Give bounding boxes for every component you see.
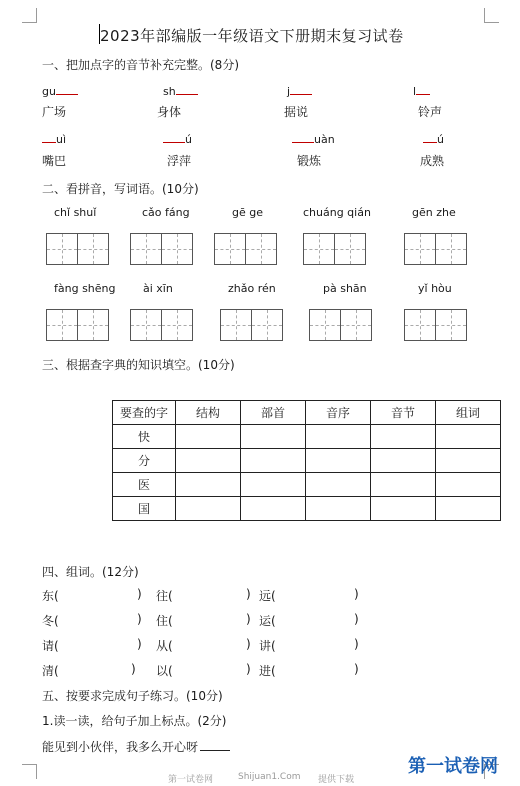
pinyin-item-1: gu xyxy=(42,82,78,98)
answer-blank[interactable] xyxy=(290,82,312,95)
word-5: 嘴巴 xyxy=(42,154,67,168)
word-group-close: ) xyxy=(131,662,136,676)
answer-cell[interactable] xyxy=(306,425,371,449)
word-group-open: 从( xyxy=(156,639,173,653)
word-group-close: ) xyxy=(354,587,359,601)
section-1-heading: 一、把加点字的音节补充完整。(8分) xyxy=(42,58,239,72)
pinyin-item-3: j xyxy=(287,82,312,98)
word-group-close: ) xyxy=(246,637,251,651)
word-group-open: 进( xyxy=(259,664,276,678)
writing-grid[interactable] xyxy=(220,309,283,341)
table-row xyxy=(113,425,501,449)
writing-grid[interactable] xyxy=(404,233,467,265)
pinyin-item-7: uàn xyxy=(292,130,335,146)
pinyin-prompt: yǐ hòu xyxy=(418,282,452,295)
pinyin-item-6: ú xyxy=(163,130,192,146)
answer-blank[interactable] xyxy=(163,130,185,143)
answer-blank[interactable] xyxy=(292,130,314,143)
footer-right: 提供下载 xyxy=(318,775,355,785)
pinyin-item-2: sh xyxy=(163,82,198,98)
writing-grid[interactable] xyxy=(130,233,193,265)
footer-left: 第一试卷网 xyxy=(168,775,214,785)
writing-grid[interactable] xyxy=(309,309,372,341)
answer-cell[interactable] xyxy=(371,425,436,449)
answer-cell[interactable] xyxy=(176,473,241,497)
word-7: 锻炼 xyxy=(297,154,322,168)
answer-blank[interactable] xyxy=(176,82,198,95)
answer-blank[interactable] xyxy=(56,82,78,95)
word-group-close: ) xyxy=(246,587,251,601)
table-header: 音节 xyxy=(371,401,436,425)
section-2-heading: 二、看拼音，写词语。(10分) xyxy=(42,182,199,196)
table-header: 音序 xyxy=(306,401,371,425)
word-group-open: 东( xyxy=(42,589,59,603)
word-group-open: 运( xyxy=(259,614,276,628)
pinyin-prompt: cǎo fáng xyxy=(142,206,190,219)
word-group-close: ) xyxy=(137,612,142,626)
pinyin-item-4: l xyxy=(413,82,430,98)
pinyin-prompt: zhǎo rén xyxy=(228,282,276,295)
pinyin-prompt: fàng shēng xyxy=(54,282,116,295)
word-3: 据说 xyxy=(284,105,309,119)
word-group-close: ) xyxy=(137,587,142,601)
answer-cell[interactable] xyxy=(306,449,371,473)
question-1: 1.读一读，给句子加上标点。(2分) xyxy=(42,714,227,728)
answer-cell[interactable] xyxy=(436,449,501,473)
writing-grid[interactable] xyxy=(130,309,193,341)
answer-cell[interactable] xyxy=(306,473,371,497)
word-2: 身体 xyxy=(157,105,182,119)
section-4-heading: 四、组词。(12分) xyxy=(42,565,139,579)
answer-cell[interactable] xyxy=(371,473,436,497)
writing-grid[interactable] xyxy=(46,309,109,341)
footer-url: Shijuan1.Com xyxy=(238,772,301,782)
word-group-open: 以( xyxy=(156,664,173,678)
word-group-open: 住( xyxy=(156,614,173,628)
section-3-heading: 三、根据查字典的知识填空。(10分) xyxy=(42,358,235,372)
lookup-char: 医 xyxy=(113,473,176,497)
pinyin-prompt: pà shān xyxy=(323,282,367,295)
dictionary-table xyxy=(112,400,501,521)
page-title: 2023年部编版一年级语文下册期末复习试卷 xyxy=(100,27,404,45)
answer-blank[interactable] xyxy=(423,130,437,143)
section-5-heading: 五、按要求完成句子练习。(10分) xyxy=(42,689,223,703)
answer-cell[interactable] xyxy=(241,497,306,521)
word-8: 成熟 xyxy=(420,154,445,168)
table-header: 组词 xyxy=(436,401,501,425)
word-group-close: ) xyxy=(354,612,359,626)
word-group-open: 讲( xyxy=(259,639,276,653)
lookup-char: 国 xyxy=(113,497,176,521)
word-group-open: 冬( xyxy=(42,614,59,628)
table-header: 部首 xyxy=(241,401,306,425)
punctuation-blank[interactable] xyxy=(200,738,230,751)
pinyin-item-8: ú xyxy=(423,130,444,146)
answer-cell[interactable] xyxy=(241,425,306,449)
answer-cell[interactable] xyxy=(436,473,501,497)
answer-cell[interactable] xyxy=(436,425,501,449)
pinyin-prompt: ài xīn xyxy=(143,282,173,295)
answer-blank[interactable] xyxy=(42,130,56,143)
writing-grid[interactable] xyxy=(303,233,366,265)
pinyin-prompt: gēn zhe xyxy=(412,206,456,219)
word-group-open: 往( xyxy=(156,589,173,603)
table-row xyxy=(113,473,501,497)
lookup-char: 分 xyxy=(113,449,176,473)
pinyin-prompt: gē ge xyxy=(232,206,263,219)
pinyin-item-5: uì xyxy=(42,130,66,146)
answer-cell[interactable] xyxy=(176,449,241,473)
table-header-row xyxy=(113,401,501,425)
answer-cell[interactable] xyxy=(306,497,371,521)
word-group-close: ) xyxy=(246,662,251,676)
word-1: 广场 xyxy=(42,105,67,119)
word-group-close: ) xyxy=(354,637,359,651)
answer-cell[interactable] xyxy=(176,425,241,449)
answer-cell[interactable] xyxy=(241,449,306,473)
word-group-close: ) xyxy=(246,612,251,626)
word-group-close: ) xyxy=(354,662,359,676)
corner-mark-top-left xyxy=(22,8,37,23)
corner-mark-bottom-left xyxy=(22,764,37,779)
watermark-brand: 第一试卷网 xyxy=(408,756,498,777)
word-6: 浮萍 xyxy=(167,154,192,168)
word-group-open: 清( xyxy=(42,664,59,678)
word-4: 铃声 xyxy=(418,105,443,119)
writing-grid[interactable] xyxy=(214,233,277,265)
writing-grid[interactable] xyxy=(404,309,467,341)
word-group-open: 远( xyxy=(259,589,276,603)
writing-grid[interactable] xyxy=(46,233,109,265)
answer-cell[interactable] xyxy=(371,497,436,521)
answer-cell[interactable] xyxy=(371,449,436,473)
table-header: 要查的字 xyxy=(113,401,176,425)
word-group-open: 请( xyxy=(42,639,59,653)
answer-cell[interactable] xyxy=(176,497,241,521)
corner-mark-top-right xyxy=(484,8,499,23)
answer-cell[interactable] xyxy=(241,473,306,497)
table-row xyxy=(113,497,501,521)
table-row xyxy=(113,449,501,473)
word-group-close: ) xyxy=(137,637,142,651)
answer-cell[interactable] xyxy=(436,497,501,521)
answer-blank[interactable] xyxy=(416,82,430,95)
lookup-char: 快 xyxy=(113,425,176,449)
pinyin-prompt: chǐ shuǐ xyxy=(54,206,97,219)
pinyin-prompt: chuáng qián xyxy=(303,206,371,219)
table-header: 结构 xyxy=(176,401,241,425)
sentence-prompt: 能见到小伙伴，我多么开心呀 xyxy=(42,738,230,755)
